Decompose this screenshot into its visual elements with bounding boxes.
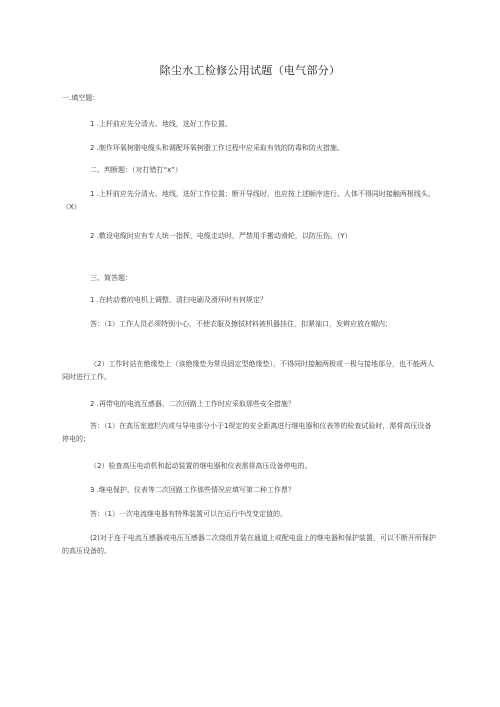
fill-blank-item-1: 1 .上杆前应先分清火、地线，选好工作位置。	[90, 120, 232, 128]
question-2: 2 .再带电的电流互感器、二次回路上工作时应采取那些安全措施？	[90, 400, 295, 408]
page-title: 除尘水工检修公用试题（电气部分）	[159, 64, 341, 77]
section-heading-fill-blank: 一.填空题：	[62, 94, 100, 102]
true-false-item-2: 2 .敷设电缆时应有专人统一指挥，电缆走动时，严禁用手搬动滑轮，以防压伤。（Y）	[90, 232, 352, 240]
answer-1-part-2: （2）工作时站在绝缘垫上（该绝缘垫为常设固定型绝缘垫），不得同时接触两极或一极与接地部分，也不能两人同时进行工作。	[62, 360, 434, 381]
answer-2-part-2: （2）检查高压电动机和起动装置的继电器和仪表需将高压设备停电的。	[90, 462, 312, 470]
answer-3-part-2: (2)对于连于电流互感器或电压互感器二次绕组并装在通道上或配电盘上的继电器和保护装置，可以不断开所保护的高压设备的。	[62, 534, 436, 555]
answer-3-part-1: 答：（1）一次电流继电器有特殊装置可以在运行中改变定值的。	[90, 510, 287, 518]
section-heading-true-false: 二、判断题：（对打错打“x”）	[90, 166, 182, 174]
answer-1-part-1: 答：（1）工作人员必须特别小心，不使衣服及擦拭材料被机器挂住，扣紧袖口，发辫应放在帽内；	[90, 320, 392, 328]
section-heading-short-answer: 三、简答题：	[90, 274, 132, 282]
true-false-item-1: 1 .上杆前应先分清火、地线，选好工作位置；断开导线时，也应按上述顺序进行。人体不得同时接触两根线头。（X）	[62, 190, 435, 211]
question-3: 3 .继电保护、仪表等二次回路工作那些情况应填写第二种工作票？	[90, 486, 295, 494]
fill-blank-item-2: 2 .制作环氧树脂电缆头和调配环氧树脂工作过程中应采取有效的防毒和防火措施。	[90, 144, 344, 152]
answer-2-part-1: 答：（1）在高压室遮栏内或与导电部分小于1规定的安全距离进行继电器和仪表等的检查试验时，需将高压设备停电的；	[62, 422, 432, 443]
question-1: 1 .在转动着的电机上调整、清扫电刷及滑环时有何规定？	[90, 296, 267, 304]
